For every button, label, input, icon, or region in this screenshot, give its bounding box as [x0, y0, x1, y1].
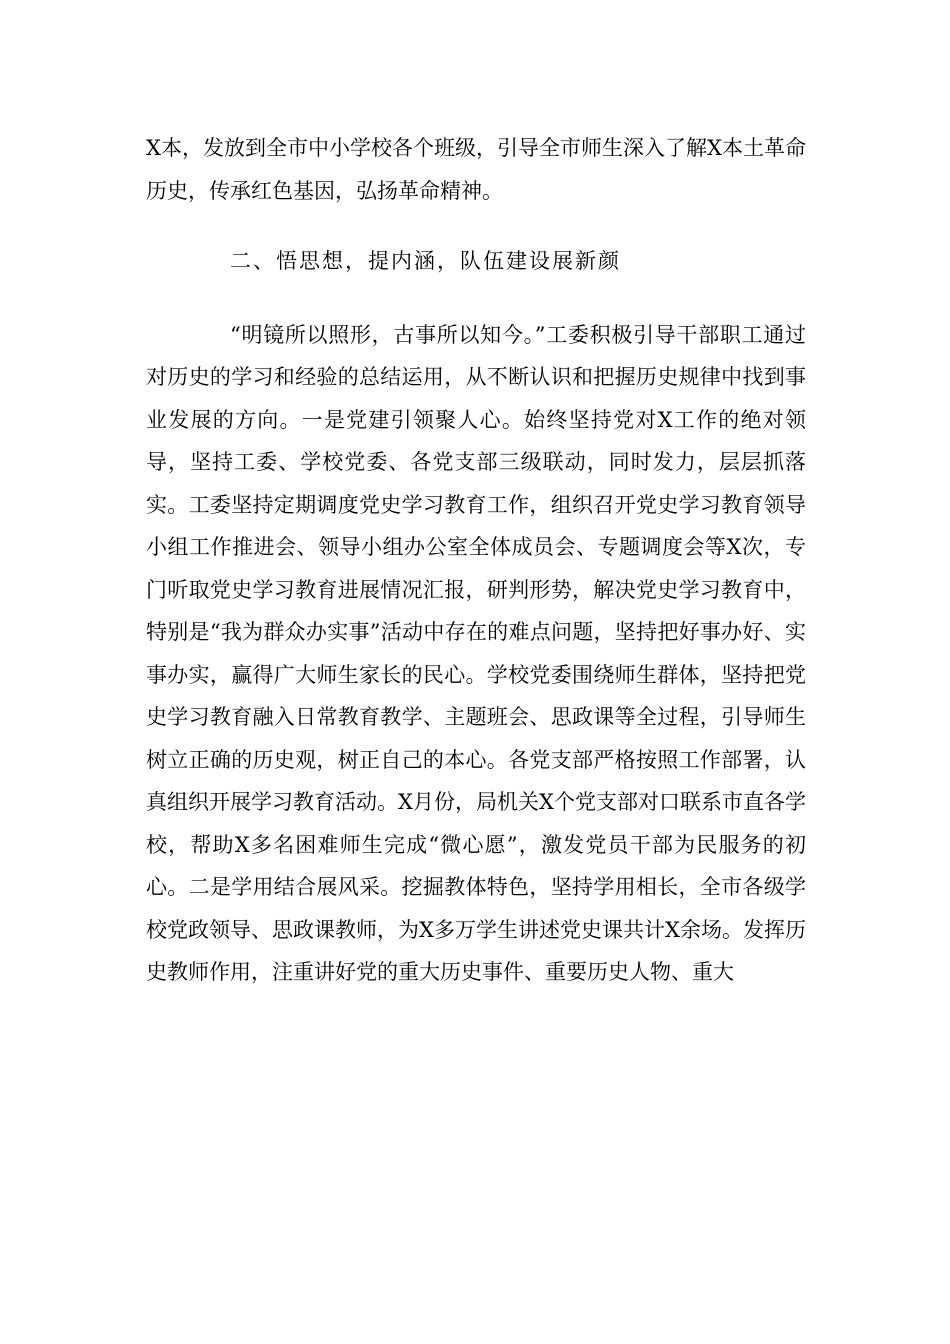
paragraph-main: “明镜所以照形，古事所以知今。”工委积极引导干部职工通过对历史的学习和经验的总结运用，从不断认识和把握历史规律中找到事业发展的方向。一是党建引领聚人心。始终坚持党对X工作的绝对领导，坚持工委、学校党委、各党支部三级联动，同时发力，层层抓落实。工委坚持定期调度党史学习教育工作，组织召开党史学习教育领导小组工作推进会、领导小组办公室全体成员会、专题调度会等X次，专门听取党史学习教育进展情况汇报，研判形势，解决党史学习教育中，特别是“我为群众办实事”活动中存在的难点问题，坚持把好事办好、实事办实，赢得广大师生家长的民心。学校党委围绕师生群体，坚持把党史学习教育融入日常教育教学、主题班会、思政课等全过程，引导师生树立正确的历史观，树正自己的本心。各党支部严格按照工作部署，认真组织开展学习教育活动。X月份，局机关X个党支部对口联系市直各学校，帮助X多名困难师生完成“微心愿”，激发党员干部为民服务的初心。二是学用结合展风采。挖掘教体特色，坚持学用相长，全市各级学校党政领导、思政课教师，为X多万学生讲述党史课共计X余场。发挥历史教师作用，注重讲好党的重大历史事件、重要历史人物、重大: [146, 322, 806, 984]
paragraph-continuation: X本，发放到全市中小学校各个班级，引导全市师生深入了解X本土革命历史，传承红色基因，弘扬革命精神。: [146, 136, 806, 203]
document-body: [146, 127, 806, 994]
section-heading: 二、悟思想，提内涵，队伍建设展新颜: [230, 249, 621, 273]
